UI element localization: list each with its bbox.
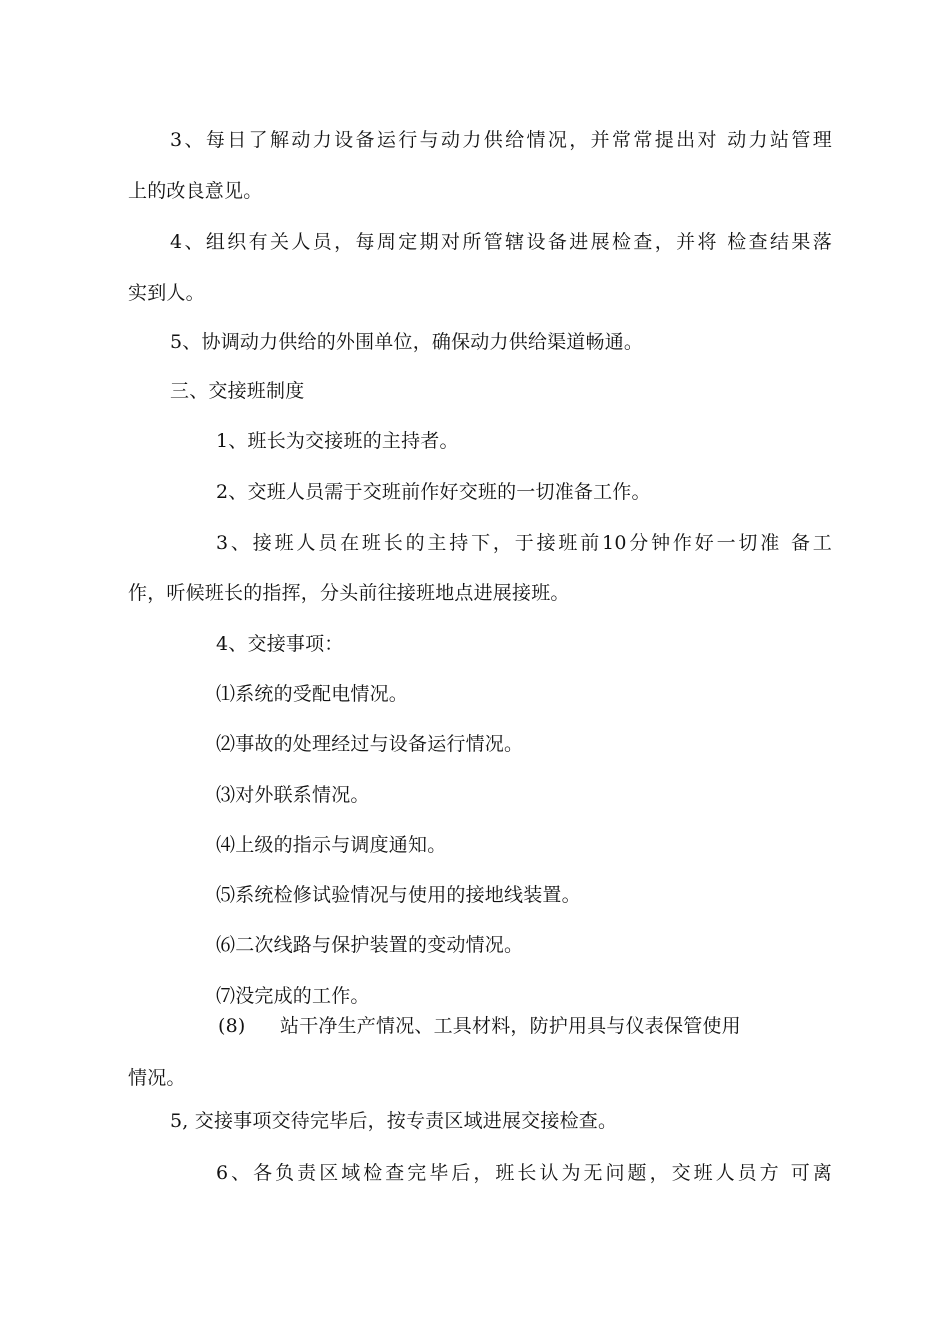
paragraph-5: 5、协调动力供给的外围单位，确保动力供给渠道畅通。: [170, 331, 644, 353]
paragraph-4-line-2: 实到人。: [128, 282, 205, 304]
list-item-3: ⑶对外联系情况。: [216, 784, 370, 806]
rule-2: 2、交班人员需于交班前作好交班的一切准备工作。: [216, 481, 651, 503]
list-item-1: ⑴系统的受配电情况。: [216, 683, 409, 705]
list-item-8-line-2: 情况。: [128, 1067, 186, 1089]
rule-3-line-1: 3、接班人员在班长的主持下，于接班前10分钟作好一切准 备工: [216, 532, 832, 554]
list-item-5: ⑸系统检修试验情况与使用的接地线装置。: [216, 884, 581, 906]
paragraph-3-line-2: 上的改良意见。: [128, 180, 263, 202]
section-title: 三、交接班制度: [170, 380, 305, 402]
rule-3-line-2: 作，听候班长的指挥，分头前往接班地点进展接班。: [128, 582, 570, 604]
list-item-4: ⑷上级的指示与调度通知。: [216, 834, 447, 856]
rule-4: 4、交接事项：: [216, 633, 344, 655]
paragraph-4-line-1: 4、组织有关人员，每周定期对所管辖设备进展检查，并将 检查结果落: [170, 231, 832, 253]
paragraph-3-line-1: 3、每日了解动力设备运行与动力供给情况，并常常提出对 动力站管理: [170, 129, 832, 151]
list-item-6: ⑹二次线路与保护装置的变动情况。: [216, 934, 524, 956]
list-item-8-number: (8): [218, 1015, 246, 1037]
list-item-8-text: 站干净生产情况、工具材料，防护用具与仪表保管使用: [280, 1015, 741, 1037]
list-item-2: ⑵事故的处理经过与设备运行情况。: [216, 733, 524, 755]
rule-5: 5, 交接事项交待完毕后，按专责区域进展交接检查。: [170, 1110, 618, 1132]
rule-6-line-1: 6、各负责区域检查完毕后，班长认为无问题，交班人员方 可离: [216, 1162, 832, 1184]
list-item-7: ⑺没完成的工作。: [216, 985, 370, 1007]
list-item-8-line-1: [218, 1013, 741, 1039]
rule-1: 1、班长为交接班的主持者。: [216, 430, 459, 452]
